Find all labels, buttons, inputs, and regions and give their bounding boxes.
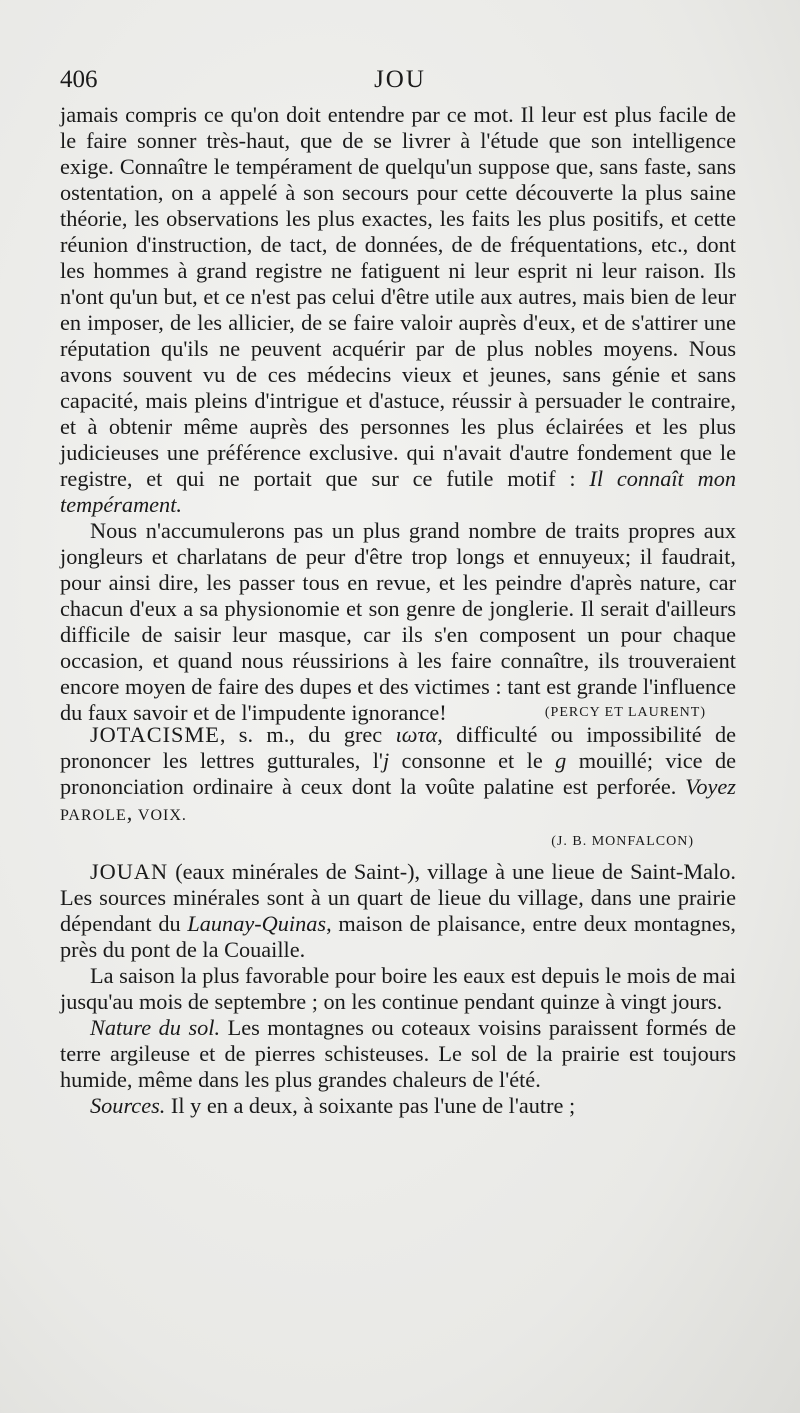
cross-reference-voix: VOIX. [137, 807, 187, 824]
running-head: JOU [374, 66, 426, 93]
paragraph-text: La saison la plus favorable pour boire les eaux est depuis le mois de mai jusqu'au mois de septembre ; on les continue pendant quinze à vingt jours. [60, 963, 736, 1014]
paragraph-text: Nous n'accumulerons pas un plus grand nombre de traits propres aux jongleurs et charlatans de peur d'être trop longs et ennuyeux; il faudrait, pour ainsi dire, les passer tous en revue, et les peindre d'après nature, car chacun d'eux a sa physionomie et son genre de jonglerie. Il serait d'ailleurs difficile de saisir leur masque, car ils s'en composent un pour chaque occasion, et quand nous réussirions à les faire connaître, ils trouveraient encore moyen de faire des dupes et des victimes : tant est grande l'influence du faux savoir et de l'impudente ignorance! [60, 518, 736, 725]
entry-headword: JOUAN [90, 859, 169, 884]
letter-j: j [382, 748, 390, 773]
entry-text: (eaux minérales de Saint-), village à une lieue de Saint-Malo. Les sources minérales sont à un quart de lieue du village, dans une prairie dépendant du [60, 859, 736, 936]
place-name: Launay-Quinas [187, 911, 327, 936]
author-signature-monfalcon: (J. B. MONFALCON) [551, 834, 694, 849]
entry-text: , [126, 800, 138, 825]
entry-jouan [60, 859, 736, 963]
entry-text: , s. m., du grec [219, 722, 396, 747]
letter-g: g [555, 748, 567, 773]
paragraph-jongleurs [60, 518, 736, 726]
page-number: 406 [60, 66, 98, 93]
author-signature-percy-laurent: (PERCY ET LAURENT) [544, 705, 706, 720]
entry-headword: JOTACISME [90, 722, 220, 747]
cross-reference-label: Voyez [685, 774, 736, 799]
paragraph-continuation [60, 102, 736, 518]
entry-text: consonne et le [389, 748, 556, 773]
entry-jotacisme [60, 722, 736, 829]
cross-reference-parole: PAROLE [60, 807, 127, 824]
page-body [60, 102, 736, 1119]
paragraph-text: jamais compris ce qu'on doit entendre par ce mot. Il leur est plus facile de le faire sonner très-haut, que de se livrer à l'étude que son intelligence exige. Connaître le tempérament de quelqu'un suppose que, sans faste, sans ostentation, on a appelé à son secours pour cette découverte la plus saine théorie, les observations les plus exactes, les faits les plus positifs, et cette réunion d'instruction, de tact, de données, de de fréquentations, etc., dont les hommes à grand registre ne fatiguent ni leur esprit ni leur raison. Ils n'ont qu'un but, et ce n'est pas celui d'être utile aux autres, mais bien de leur en imposer, de les allicier, de se faire valoir auprès d'eux, et de s'attirer une réputation qu'ils ne peuvent acquérir par de plus nobles moyens. Nous avons souvent vu de ces médecins vieux et jeunes, sans génie et sans capacité, mais pleins d'intrigue et d'astuce, réussir à persuader le contraire, et à obtenir même auprès des personnes les plus éclairées et les plus judicieuses une préférence exclusive. qui n'avait d'autre fondement que le registre, et qui ne portait que sur ce futile motif : [60, 102, 736, 491]
paragraph-text: Il y en a deux, à soixante pas l'une de l'autre ; [165, 1093, 576, 1118]
italic-quote: Il connaît mon tempérament. [60, 466, 736, 517]
page-header [60, 66, 740, 102]
entry-text: , maison de plaisance, entre deux montagnes, près du pont de la Couaille. [60, 911, 737, 962]
paragraph-saison [60, 963, 736, 1015]
entry-text: , difficulté ou impossibilité de prononcer les lettres gutturales, l' [60, 722, 736, 773]
paragraph-sources [60, 1093, 736, 1119]
entry-text: mouillé; vice de prononciation ordinaire à ceux dont la voûte palatine est perforée. [60, 748, 736, 799]
section-lead: Sources. [90, 1093, 166, 1118]
greek-word: ιωτα [395, 722, 438, 747]
section-lead: Nature du sol. [90, 1015, 221, 1040]
paragraph-text: Les montagnes ou coteaux voisins paraissent formés de terre argileuse et de pierres schisteuses. Le sol de la prairie est toujours humide, même dans les plus grandes chaleurs de l'été. [60, 1015, 736, 1092]
paragraph-nature-du-sol [60, 1015, 736, 1093]
